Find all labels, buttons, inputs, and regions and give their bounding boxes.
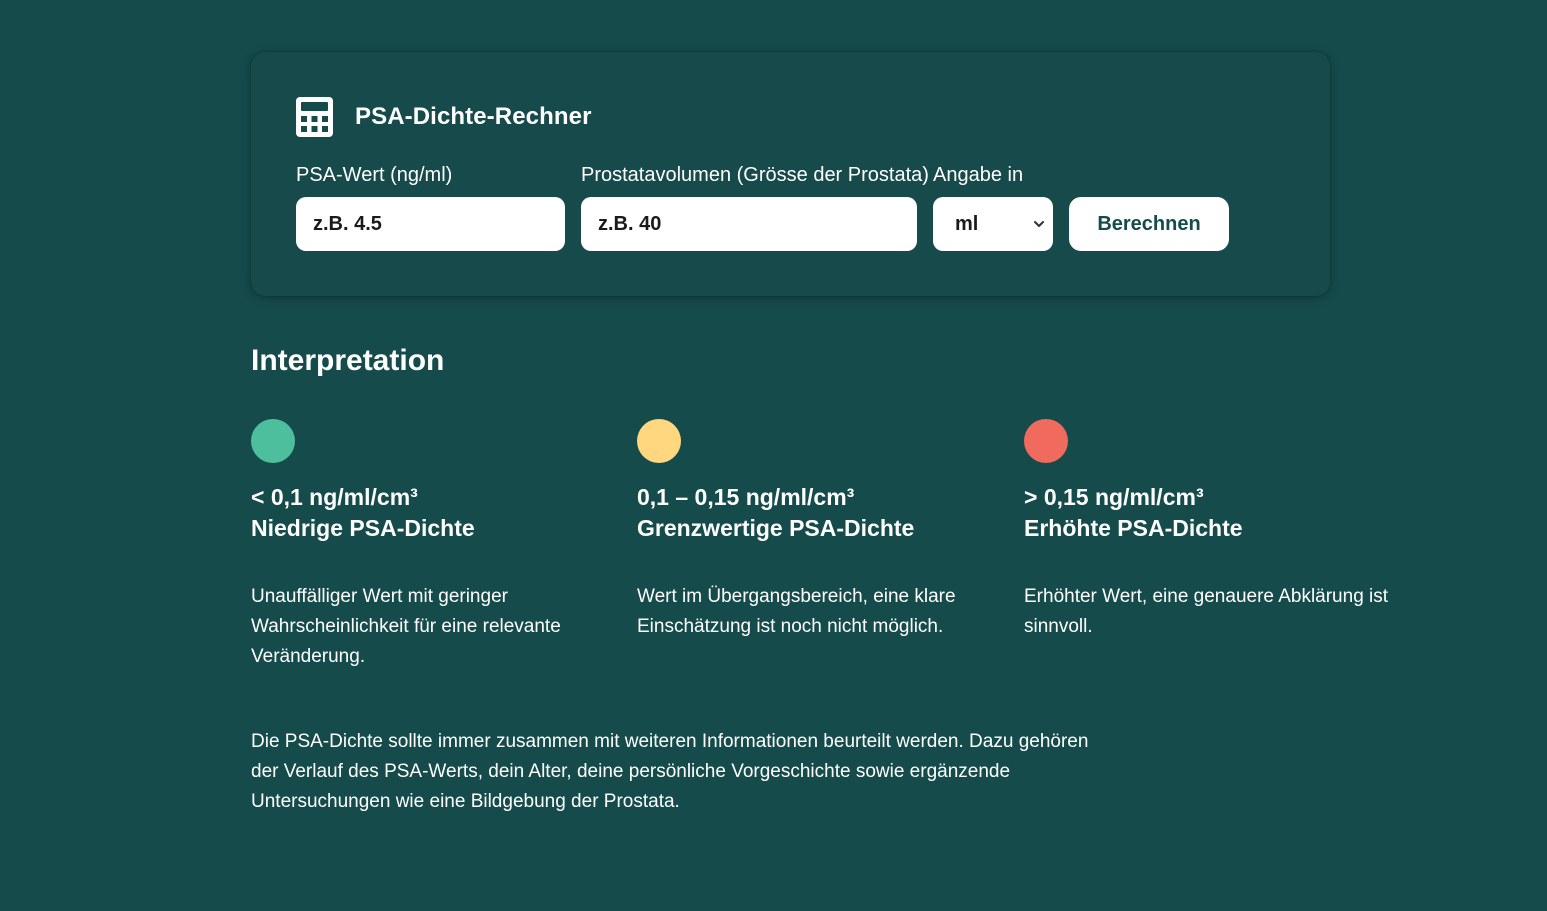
psa-value-label: PSA-Wert (ng/ml) xyxy=(296,164,453,186)
status-dot-green xyxy=(251,419,295,463)
calculate-button[interactable]: Berechnen xyxy=(1069,197,1229,251)
interpretation-title: Interpretation xyxy=(251,344,445,377)
level-label: Niedrige PSA-Dichte xyxy=(251,515,475,541)
calculator-icon xyxy=(296,97,333,137)
range-label: > 0,15 ng/ml/cm³ xyxy=(1024,484,1204,510)
level-label: Grenzwertige PSA-Dichte xyxy=(637,515,915,541)
level-label: Erhöhte PSA-Dichte xyxy=(1024,515,1243,541)
level-description: Unauffälliger Wert mit geringer Wahrscheinlichkeit für eine relevante Veränderung. xyxy=(251,586,561,667)
unit-label: Angabe in xyxy=(933,164,1024,186)
range-label: < 0,1 ng/ml/cm³ xyxy=(251,484,418,510)
psa-calculator-card xyxy=(251,52,1330,296)
interpretation-item-borderline xyxy=(637,419,1007,642)
interpretation-item-high xyxy=(1024,419,1394,642)
range-label: 0,1 – 0,15 ng/ml/cm³ xyxy=(637,484,855,510)
unit-select[interactable] xyxy=(933,197,1053,251)
prostate-volume-label: Prostatavolumen (Grösse der Prostata) xyxy=(581,164,929,186)
status-dot-red xyxy=(1024,419,1068,463)
chevron-down-icon xyxy=(1033,218,1045,230)
calculator-header xyxy=(296,97,592,137)
psa-value-input[interactable] xyxy=(296,197,565,251)
status-dot-yellow xyxy=(637,419,681,463)
unit-select-value: ml xyxy=(955,212,979,235)
calculator-title: PSA-Dichte-Rechner xyxy=(355,103,592,130)
prostate-volume-input[interactable] xyxy=(581,197,917,251)
interpretation-item-low xyxy=(251,419,621,672)
level-description: Wert im Übergangsbereich, eine klare Einschätzung ist noch nicht möglich. xyxy=(637,586,956,637)
level-description: Erhöhter Wert, eine genauere Abklärung ist sinnvoll. xyxy=(1024,586,1389,637)
interpretation-note: Die PSA-Dichte sollte immer zusammen mit weiteren Informationen beurteilt werden. Dazu gehören der Verlauf des PSA-Werts, dein Alter, deine persönliche Vorgeschichte sowie ergänzende Untersuchungen wie eine Bildgebung der Prostata. xyxy=(251,731,1089,812)
